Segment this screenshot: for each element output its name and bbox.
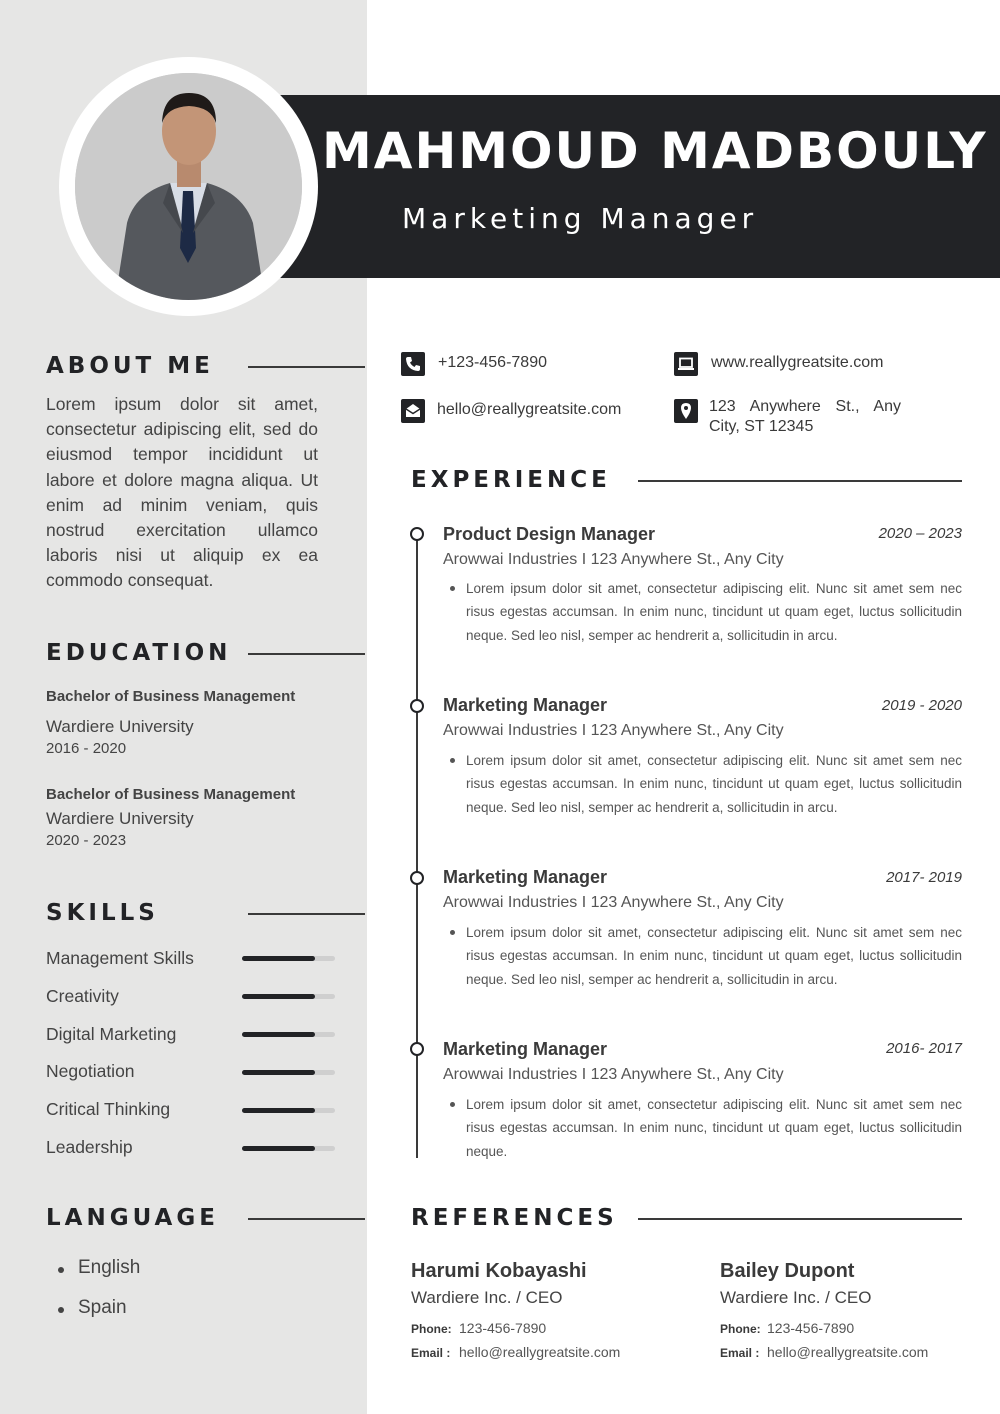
timeline-dot-icon xyxy=(410,1042,424,1056)
education-school: Wardiere University xyxy=(46,717,194,736)
skill-bar-fill xyxy=(242,994,315,999)
bullet-icon xyxy=(58,1307,64,1313)
skill-bar xyxy=(242,1032,335,1037)
job-description: Lorem ipsum dolor sit amet, consectetur adipiscing elit. Nunc sit amet sem nec risus egestas accumsan. In enim nunc, tincidunt ut quam eget, luctus sollicitudin neque. Sed leo nisl, semper ac hendrerit a, sollicitudin in arcu. xyxy=(466,581,962,643)
job-company: Arowwai Industries I 123 Anywhere St., Any City xyxy=(443,894,784,911)
experience-title: EXPERIENCE xyxy=(411,467,611,493)
education-years: 2020 - 2023 xyxy=(46,832,127,849)
language-divider xyxy=(248,1218,365,1220)
skill-bar-fill xyxy=(242,1146,315,1151)
reference-email-label: Email : xyxy=(411,1346,451,1360)
skills-title: SKILLS xyxy=(46,900,159,926)
bullet-icon xyxy=(450,586,455,591)
references-divider xyxy=(638,1218,962,1220)
job-company: Arowwai Industries I 123 Anywhere St., Any City xyxy=(443,722,784,739)
experience-timeline xyxy=(416,534,418,1158)
education-school: Wardiere University xyxy=(46,809,194,828)
education-years: 2016 - 2020 xyxy=(46,740,127,757)
map-pin-icon xyxy=(674,399,698,423)
reference-phone-label: Phone: xyxy=(411,1322,452,1336)
reference-email-label: Email : xyxy=(720,1346,760,1360)
education-title: EDUCATION xyxy=(46,640,232,666)
job-years: 2016- 2017 xyxy=(886,1040,962,1057)
skill-label: Negotiation xyxy=(46,1061,135,1081)
job-title: Marketing Manager xyxy=(443,695,608,715)
candidate-name: MAHMOUD MADBOULY xyxy=(322,122,988,180)
reference-phone-label: Phone: xyxy=(720,1322,761,1336)
contact-phone[interactable]: +123-456-7890 xyxy=(438,354,547,371)
profile-photo xyxy=(75,73,302,300)
candidate-role: Marketing Manager xyxy=(402,202,759,235)
job-company: Arowwai Industries I 123 Anywhere St., Any City xyxy=(443,551,784,568)
reference-company: Wardiere Inc. / CEO xyxy=(720,1288,872,1307)
references-title: REFERENCES xyxy=(411,1205,618,1231)
language-item: Spain xyxy=(78,1297,127,1318)
timeline-dot-icon xyxy=(410,871,424,885)
education-divider xyxy=(248,653,365,655)
job-years: 2019 - 2020 xyxy=(881,697,962,714)
skill-bar xyxy=(242,1146,335,1151)
education-degree: Bachelor of Business Management xyxy=(46,688,296,705)
skill-bar xyxy=(242,994,335,999)
reference-email[interactable]: hello@reallygreatsite.com xyxy=(767,1344,929,1360)
phone-icon xyxy=(401,352,425,376)
bullet-icon xyxy=(450,930,455,935)
job-title: Product Design Manager xyxy=(443,524,656,544)
job-description: Lorem ipsum dolor sit amet, consectetur adipiscing elit. Nunc sit amet sem nec risus egestas accumsan. In enim nunc, tincidunt ut quam eget, luctus sollicitudin neque. Sed leo nisl, semper ac hendrerit a, sollicitudin in arcu. xyxy=(466,753,962,815)
education-degree: Bachelor of Business Management xyxy=(46,786,296,803)
timeline-dot-icon xyxy=(410,699,424,713)
skill-bar-fill xyxy=(242,1032,315,1037)
job-title: Marketing Manager xyxy=(443,1039,608,1059)
timeline-dot-icon xyxy=(410,527,424,541)
laptop-icon xyxy=(674,352,698,376)
skill-bar-fill xyxy=(242,1070,315,1075)
job-description: Lorem ipsum dolor sit amet, consectetur adipiscing elit. Nunc sit amet sem nec risus egestas accumsan. In enim nunc, tincidunt ut quam eget, luctus sollicitudin neque. Sed leo nisl, semper ac hendrerit a, sollicitudin in arcu. xyxy=(466,925,962,987)
language-title: LANGUAGE xyxy=(46,1205,219,1231)
job-description: Lorem ipsum dolor sit amet, consectetur adipiscing elit. Nunc sit amet sem nec risus egestas accumsan. In enim nunc, tincidunt ut quam eget, luctus sollicitudin neque. xyxy=(466,1097,962,1159)
job-company: Arowwai Industries I 123 Anywhere St., Any City xyxy=(443,1066,784,1083)
about-divider xyxy=(248,366,365,368)
bullet-icon xyxy=(450,758,455,763)
job-title: Marketing Manager xyxy=(443,867,608,887)
skill-label: Critical Thinking xyxy=(46,1099,171,1119)
contact-email[interactable]: hello@reallygreatsite.com xyxy=(437,401,622,418)
skill-bar xyxy=(242,956,335,961)
bullet-icon xyxy=(58,1267,64,1273)
about-text: Lorem ipsum dolor sit amet, consectetur adipiscing elit, sed do eiusmod tempor incididunt ut labore et dolore magna aliqua. Ut enim ad minim veniam, quis nostrud exercitation ullamco laboris nisi ut aliquip ex ea commodo consequat. xyxy=(46,394,318,591)
skill-bar xyxy=(242,1070,335,1075)
skill-label: Leadership xyxy=(46,1137,133,1157)
reference-email[interactable]: hello@reallygreatsite.com xyxy=(459,1344,621,1360)
contact-website[interactable]: www.reallygreatsite.com xyxy=(711,354,884,371)
job-years: 2020 – 2023 xyxy=(878,525,962,542)
reference-phone[interactable]: 123-456-7890 xyxy=(459,1320,547,1336)
skill-bar-fill xyxy=(242,1108,315,1113)
language-item: English xyxy=(78,1257,141,1278)
reference-company: Wardiere Inc. / CEO xyxy=(411,1288,563,1307)
skill-label: Creativity xyxy=(46,986,119,1006)
job-years: 2017- 2019 xyxy=(886,869,962,886)
bullet-icon xyxy=(450,1102,455,1107)
skill-bar xyxy=(242,1108,335,1113)
experience-divider xyxy=(638,480,962,482)
contact-address: 123 Anywhere St., Any City, ST 12345 xyxy=(709,398,901,435)
skill-bar-fill xyxy=(242,956,315,961)
about-title: ABOUT ME xyxy=(46,353,214,379)
envelope-icon xyxy=(401,399,425,423)
reference-name: Harumi Kobayashi xyxy=(411,1260,587,1282)
skill-label: Management Skills xyxy=(46,948,194,968)
skills-divider xyxy=(248,913,365,915)
skill-label: Digital Marketing xyxy=(46,1024,177,1044)
reference-phone[interactable]: 123-456-7890 xyxy=(767,1320,855,1336)
reference-name: Bailey Dupont xyxy=(720,1260,855,1282)
